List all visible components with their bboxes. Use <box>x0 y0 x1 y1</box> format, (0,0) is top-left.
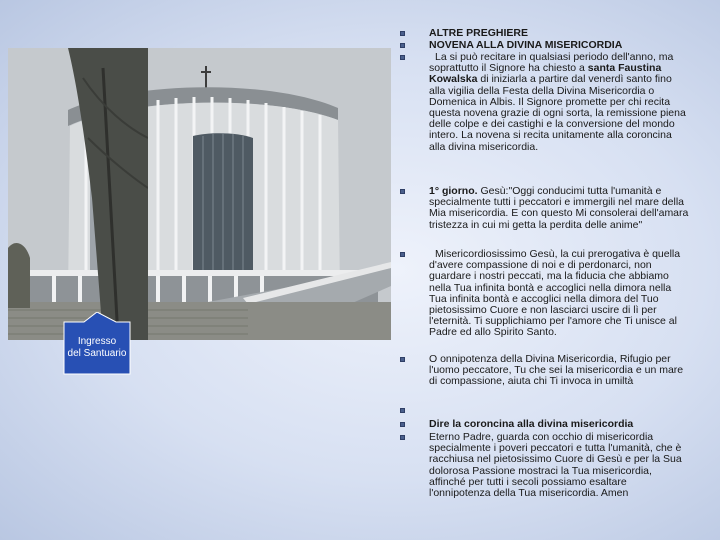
novena-intro <box>429 52 691 153</box>
intro-name: santa Faustina Kowalska <box>429 62 662 86</box>
intro-text-a: La si può recitare in qualsiasi periodo dell'anno, ma soprattutto il Signore ha chiesto a <box>429 51 674 75</box>
bullet-icon <box>400 31 405 36</box>
prayer-onnipotenza: O onnipotenza della Divina Misericordia, Rifugio per l'uomo peccatore, Tu che sei la misericordia e un mare di compassione, aiuta chi Ti invoca in umiltà <box>429 353 684 388</box>
bullet-icon <box>400 43 405 48</box>
prayer-misericordiosissimo: Misericordiosissimo Gesù, la cui prerogativa è quella d'avere compassione di noi e di perdonarci, non guardare i nostri peccati, ma la fiducia che abbiamo nella Tua infinita bontà e accoglici nella dimora nella Tua infinita bontà e accoglici nella dimora del Tuo pietosissimo Cuore e non lasciarci uscire di lì per l'eternità. Ti supplichiamo per l'amore che Ti unisce al Padre ed allo Spirito Santo. <box>429 248 681 339</box>
day1-text: Gesù:"Oggi conducimi tutta l'umanità e specialmente tutti i peccatori e immergili nel mare della Mia misericordia. E con questo Mi consolerai dell'amara tristezza in cui mi getta la perdita delle anime" <box>429 185 689 231</box>
bullet-icon <box>400 422 405 427</box>
title-novena: NOVENA ALLA DIVINA MISERICORDIA <box>429 39 623 51</box>
day1-label: 1° giorno. <box>429 185 478 197</box>
coroncina-title: Dire la coroncina alla divina misericordia <box>429 418 634 430</box>
bullet-icon <box>400 408 405 413</box>
bullet-icon <box>400 357 405 362</box>
bullet-icon <box>400 189 405 194</box>
bullet-icon <box>400 252 405 257</box>
intro-text-b: di iniziarla a partire dal venerdì santo fino alla vigilia della Festa della Divina Misericordia o Domenica in Albis. Il Signore promette per chi recita questa novena grazie di ogni sorta, la remissione piena delle colpe e dei castighi e la conversione del mondo intero. La novena si recita unitamente alla coroncina alla divina misericordia. <box>429 73 686 153</box>
bullet-icon <box>400 435 405 440</box>
callout-line-2: del Santuario <box>67 348 127 359</box>
entrance-callout <box>60 312 134 382</box>
tree-illustration <box>8 48 148 340</box>
bullet-icon <box>400 55 405 60</box>
sanctuary-photo <box>8 48 391 340</box>
day1-paragraph <box>429 186 691 231</box>
prayer-eterno-padre: Eterno Padre, guarda con occhio di misericordia specialmente i poveri peccatori e tutta l'umanità, che è racchiusa nel pietosissimo Cuore di Gesù e per la Sua dolorosa Passione mostraci la Tua misericordia, affinché per tutti i secoli possiamo esaltare l'onnipotenza della Tua misericordia. Amen <box>429 431 682 500</box>
title-altre-preghiere: ALTRE PREGHIERE <box>429 27 528 39</box>
callout-line-1: Ingresso <box>77 336 117 347</box>
callout-label <box>64 336 130 360</box>
